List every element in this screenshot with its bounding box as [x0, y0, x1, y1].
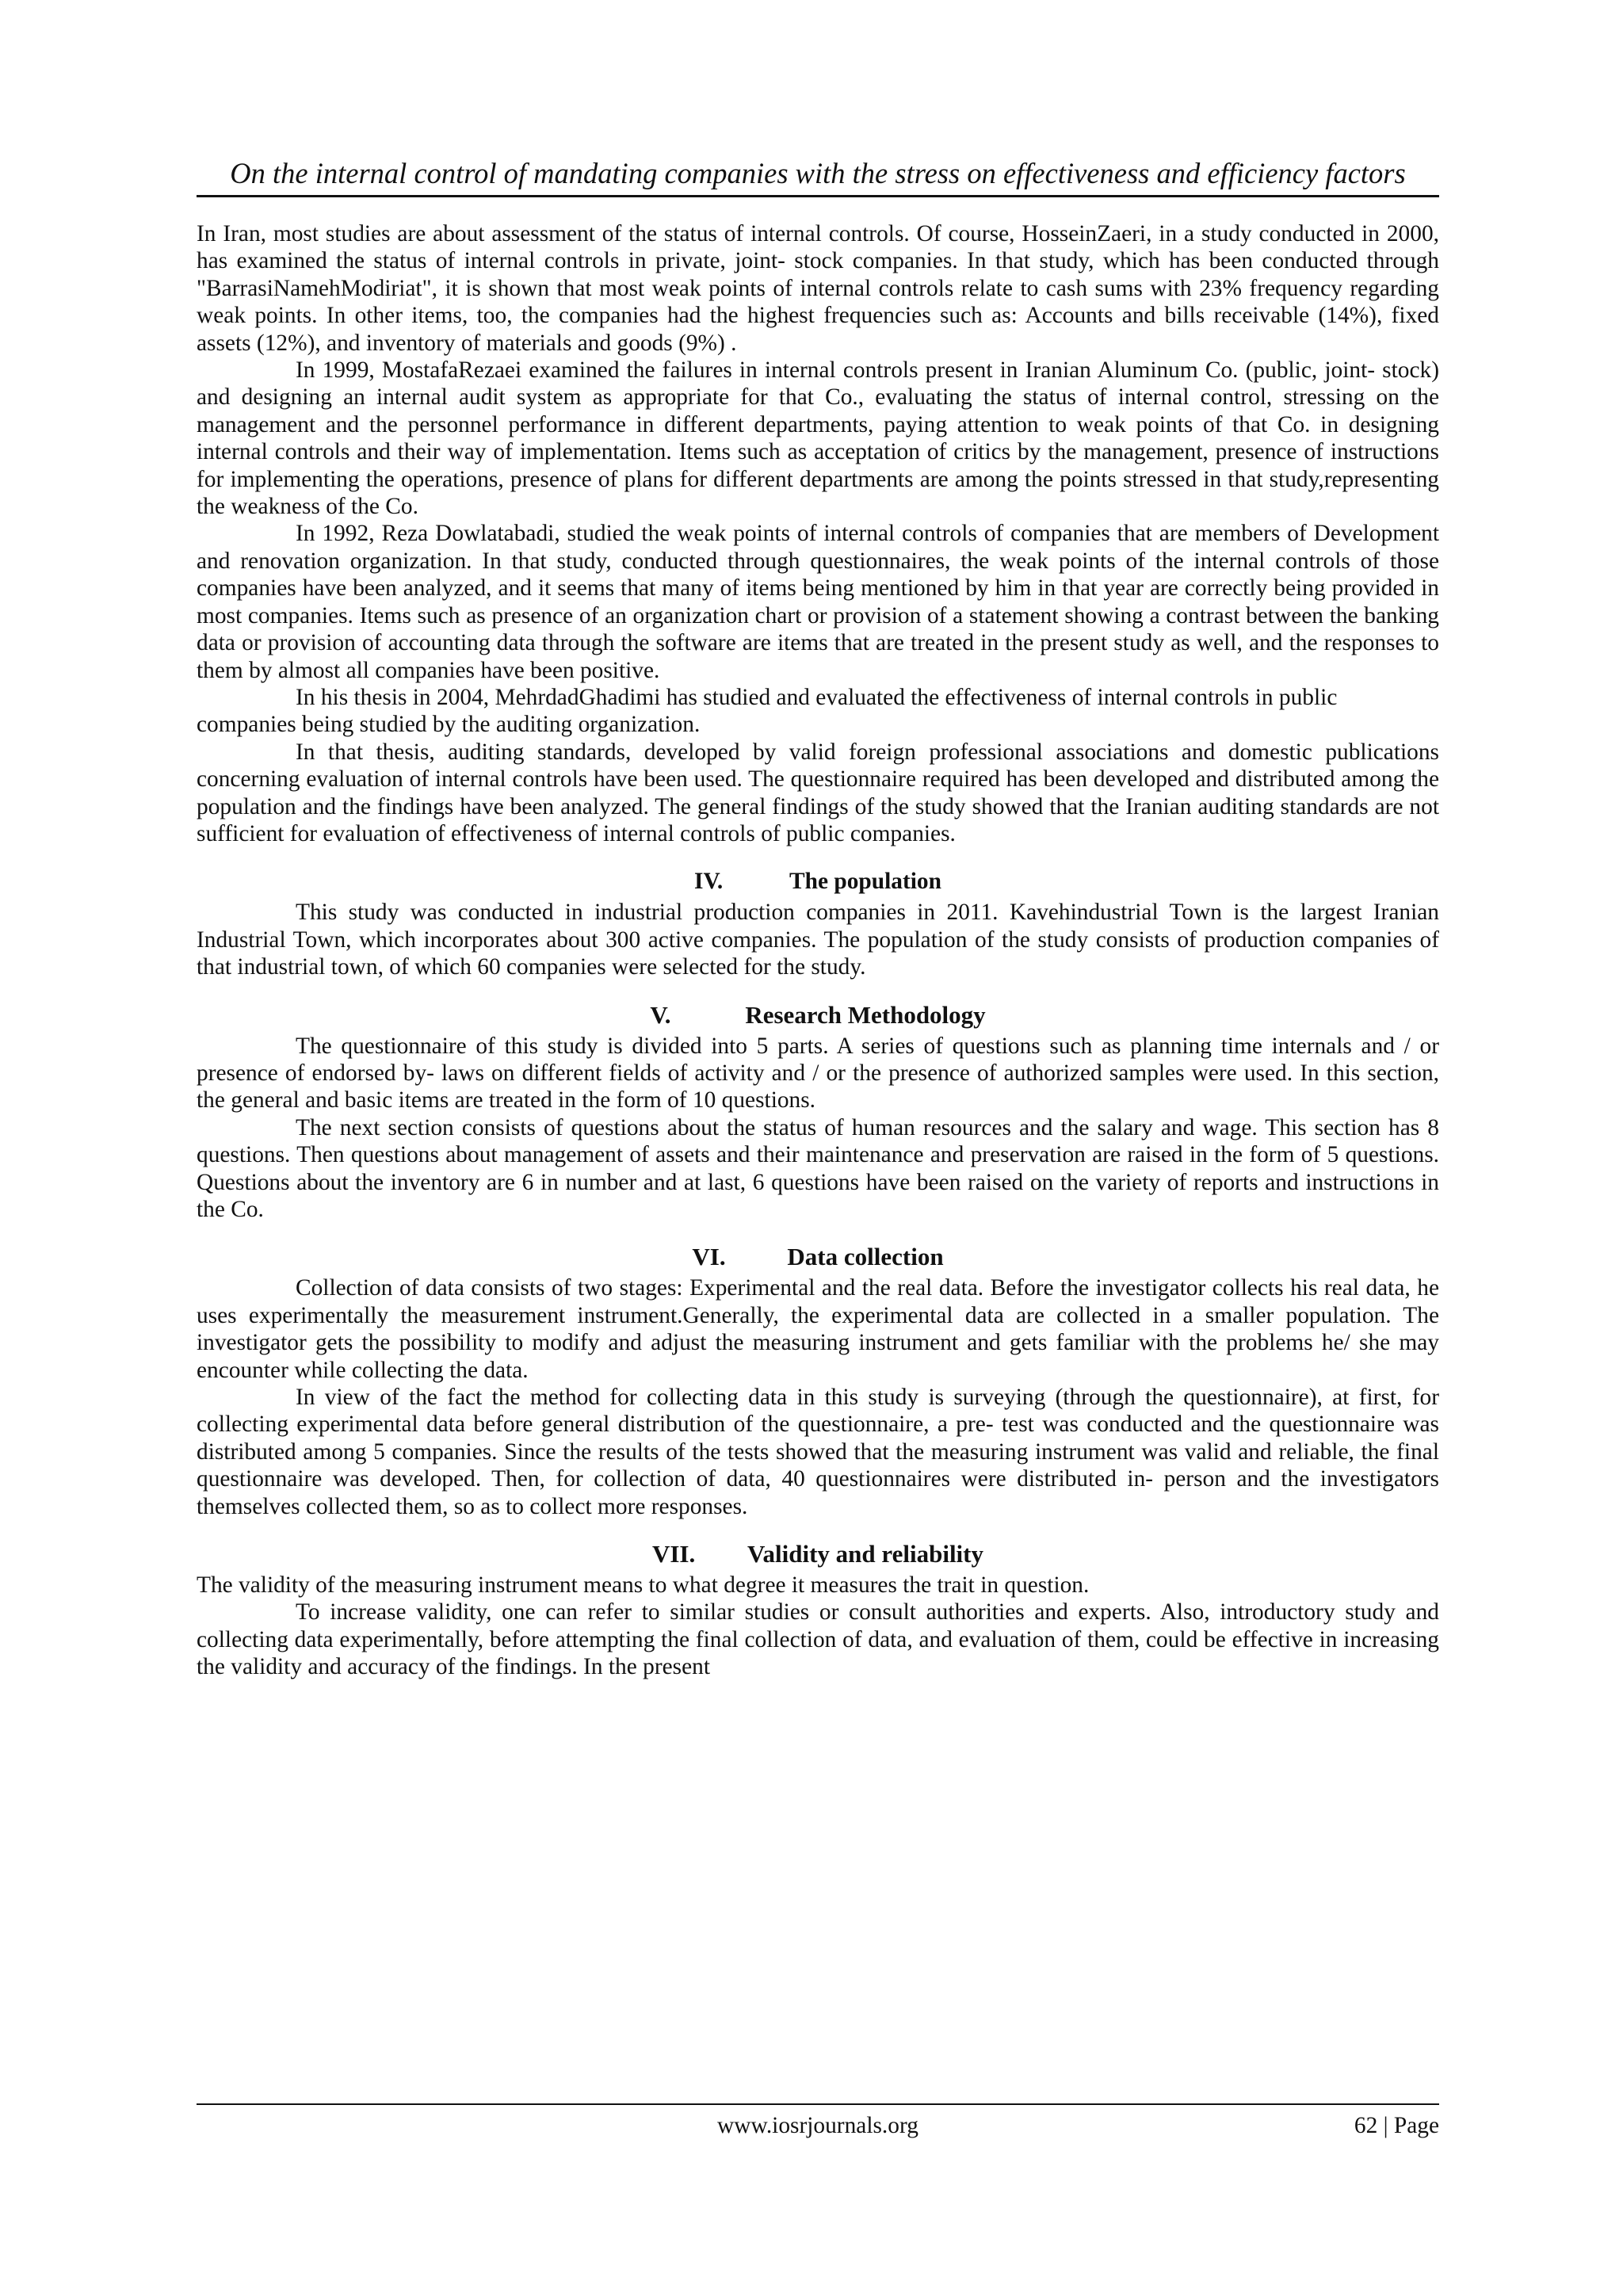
article-body: [197, 220, 1439, 1681]
paragraph: Collection of data consists of two stages: Experimental and the real data. Before the investigator collects his real data, he uses experimentally the measurement instrument.Generally, the experimental data are collected in a smaller population. The investigator gets the possibility to modify and adjust the measuring instrument and gets familiar with the problems he/ she may encounter while collecting the data.: [197, 1275, 1439, 1383]
section-number: VII.: [651, 1540, 696, 1568]
section-title: The population: [789, 869, 941, 895]
section-heading-data-collection: [197, 1242, 1439, 1272]
paper-page: [197, 0, 1439, 2296]
paragraph: This study was conducted in industrial production companies in 2011. Kavehindustrial Town is the largest Iranian Industrial Town, which incorporates about 300 active companies. The population of the study consists of production companies of that industrial town, of which 60 companies were selected for the study.: [197, 900, 1439, 980]
section-number: VI.: [692, 1243, 726, 1271]
paragraph: In that thesis, auditing standards, developed by valid foreign professional associations and domestic publications concerning evaluation of internal controls have been used. The questionnaire required has been developed and distributed among the population and the findings have been analyzed. The general findings of the study showed that the Iranian auditing standards are not sufficient for evaluation of effectiveness of internal controls of public companies.: [197, 739, 1439, 846]
section-number: IV.: [694, 869, 724, 895]
section-title: Research Methodology: [745, 1000, 986, 1029]
paragraph: In view of the fact the method for collecting data in this study is surveying (through the questionnaire), at first, for collecting experimental data before general distribution of the questionnaire, a pre- test was conducted and the questionnaire was distributed among 5 companies. Since the results of the tests showed that the measuring instrument was valid and reliable, the final questionnaire was developed. Then, for collection of data, 40 questionnaires were distributed in- person and the investigators themselves collected them, so as to collect more responses.: [197, 1385, 1439, 1519]
paragraph: In his thesis in 2004, MehrdadGhadimi has studied and evaluated the effectiveness of internal controls in public companies being studied by the auditing organization.: [197, 684, 1338, 738]
paragraph: The next section consists of questions about the status of human resources and the salary and wage. This section has 8 questions. Then questions about management of assets and their maintenance and preservation are raised in the form of 5 questions. Questions about the inventory are 6 in number and at last, 6 questions have been raised on the variety of reports and instructions in the Co.: [197, 1114, 1439, 1222]
page-number: 62 | Page: [1354, 2113, 1439, 2138]
section-title: Data collection: [787, 1243, 944, 1271]
paragraph: In 1999, MostafaRezaei examined the failures in internal controls present in Iranian Aluminum Co. (public, joint- stock) and designing an internal audit system as appropriate for that Co., evaluating the status of internal control, stressing on the management and the personnel performance in different departments, paying attention to weak points of that Co. in designing internal controls and their way of implementation. Items such as acceptation of critics by the management, presence of instructions for implementing the operations, presence of plans for different departments are among the points stressed in that study,representing the weakness of the Co.: [197, 357, 1439, 520]
running-header: On the internal control of mandating companies with the stress on effectiveness and efficiency factors: [230, 157, 1406, 189]
paragraph: To increase validity, one can refer to similar studies or consult authorities and experts. Also, introductory study and collecting data experimentally, before attempting the final collection of data, and evaluation of them, could be effective in increasing the validity and accuracy of the findings. In the present: [197, 1599, 1439, 1680]
footer-divider: [197, 2103, 1439, 2105]
section-title: Validity and reliability: [747, 1540, 983, 1568]
section-heading-research-methodology: [197, 1000, 1439, 1030]
paragraph: The questionnaire of this study is divided into 5 parts. A series of questions such as planning time internals and / or presence of endorsed by- laws on different fields of activity and / or the presence of authorized samples were used. In this section, the general and basic items are treated in the form of 10 questions.: [197, 1033, 1439, 1114]
section-heading-population: [197, 866, 1439, 896]
section-heading-validity-reliability: [197, 1539, 1439, 1569]
paragraph: In 1992, Reza Dowlatabadi, studied the weak points of internal controls of companies that are members of Development and renovation organization. In that study, conducted through questionnaires, the weak points of the internal controls of those companies have been analyzed, and it seems that many of items being mentioned by him in that year are correctly being provided in most companies. Items such as presence of an organization chart or provision of a statement showing a contrast between the banking data or provision of accounting data through the software are items that are treated in the present study as well, and the responses to them by almost all companies have been positive.: [197, 521, 1439, 683]
journal-url: www.iosrjournals.org: [717, 2113, 918, 2138]
section-number: V.: [650, 1000, 671, 1029]
header-divider: [197, 195, 1439, 197]
paragraph: The validity of the measuring instrument means to what degree it measures the trait in question.: [197, 1572, 1090, 1599]
paragraph: In Iran, most studies are about assessment of the status of internal controls. Of course, HosseinZaeri, in a study conducted in 2000, has examined the status of internal controls in private, joint- stock companies. In that study, which has been conducted through "BarrasiNamehModiriat", it is shown that most weak points of internal controls relate to cash sums with 23% frequency regarding weak points. In other items, too, the companies had the highest frequencies such as: Accounts and bills receivable (14%), fixed assets (12%), and inventory of materials and goods (9%) .: [197, 221, 1439, 356]
